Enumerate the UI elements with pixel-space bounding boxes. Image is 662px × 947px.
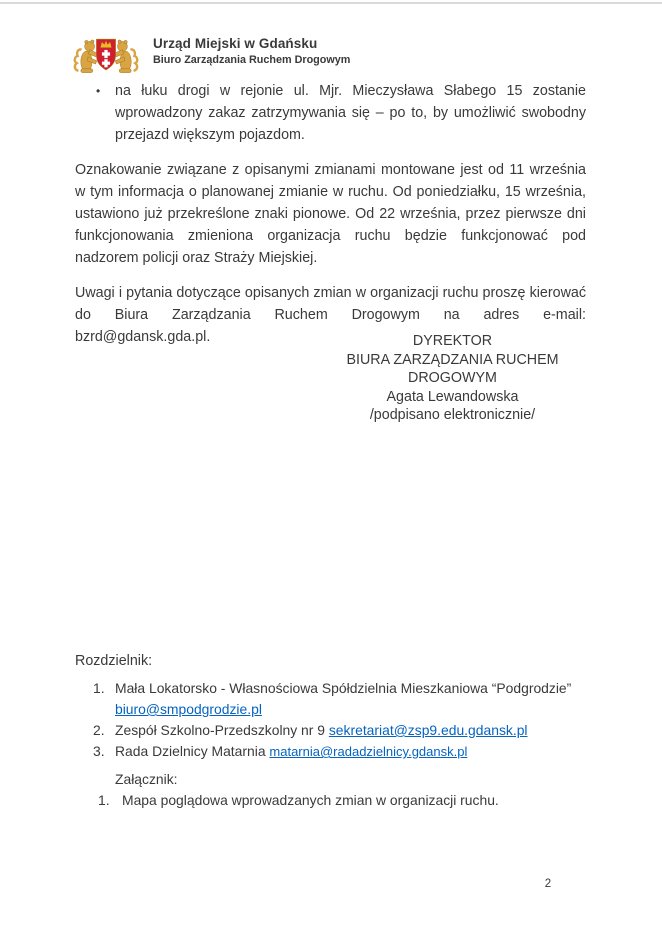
email-link-radadzielnicy[interactable]: matarnia@radadzielnicy.gdansk.pl xyxy=(269,744,468,759)
signature-electronic-note: /podpisano elektronicznie/ xyxy=(369,407,536,424)
email-link-smpodgrodzie[interactable]: biuro@smpodgrodzie.pl xyxy=(115,701,262,717)
paragraph-contact: Uwagi i pytania dotyczące opisanych zmian w organizacji ruchu proszę kierować do Biura Zarządzania Ruchem Drogowym na adres e-mail: bzrd@gdansk.gda.pl. xyxy=(75,285,586,345)
bullet-icon: • xyxy=(96,84,101,98)
signature-title-line1: DYREKTOR xyxy=(412,333,493,349)
attachment-section xyxy=(98,769,568,811)
paragraph-signage: Oznakowanie związane z opisanymi zmianami montowane jest od 11 września w tym informacja o planowanej zmianie w ruchu. Od poniedziałku, 15 września, ustawiono już przekreślone znaki pionowe. Od 22 września, przez pierwsze dni funkcjonowania zmieniona organizacja ruchu będzie funkcjonować pod nadzorem policji oraz Straży Miejskiej. xyxy=(75,162,586,266)
list-number: 2. xyxy=(93,722,105,738)
attachment-item-text: Mapa poglądowa wprowadzanych zmian w organizacji ruchu. xyxy=(122,792,499,808)
email-link-zsp9[interactable]: sekretariat@zsp9.edu.gdansk.pl xyxy=(328,722,528,738)
distribution-label: Rozdzielnik: xyxy=(75,653,153,669)
bullet-item-text: na łuku drogi w rejonie ul. Mjr. Mieczysława Słabego 15 zostanie wprowadzony zakaz zatrzymywania się – po to, by umożliwić swobodny przejazd większym pojazdom. xyxy=(115,83,586,143)
signature-name: Agata Lewandowska xyxy=(386,388,519,405)
department-name: Biuro Zarządzania Ruchem Drogowym xyxy=(153,54,351,66)
distribution-item xyxy=(93,720,585,741)
distribution-list xyxy=(93,678,585,762)
attachment-label: Załącznik: xyxy=(115,771,178,787)
signature-title-line2: BIURA ZARZĄDZANIA RUCHEM xyxy=(346,351,559,368)
attachment-item xyxy=(98,790,568,811)
distribution-item-content xyxy=(115,741,585,762)
page-number: 2 xyxy=(544,878,552,890)
distribution-item-text: Mała Lokatorsko - Własnościowa Spółdzielnia Mieszkaniowa “Podgrodzie” xyxy=(115,680,572,696)
list-number: 3. xyxy=(93,743,105,759)
distribution-item xyxy=(93,741,585,762)
distribution-item xyxy=(93,678,585,720)
page-top-divider xyxy=(0,2,662,4)
gdansk-coat-of-arms-icon xyxy=(72,32,140,76)
org-name: Urząd Miejski w Gdańsku xyxy=(153,36,318,51)
letterhead xyxy=(72,32,350,76)
distribution-item-content xyxy=(115,678,585,720)
distribution-item-content xyxy=(115,720,585,741)
letterhead-text xyxy=(153,32,350,66)
distribution-item-text: Zespół Szkolno-Przedszkolny nr 9 xyxy=(115,722,329,738)
list-number: 1. xyxy=(98,792,110,808)
list-number: 1. xyxy=(93,680,105,696)
signature-block xyxy=(330,332,575,425)
distribution-item-text: Rada Dzielnicy Matarnia xyxy=(115,743,270,759)
signature-title-line3: DROGOWYM xyxy=(408,370,497,387)
bullet-list-item xyxy=(96,80,586,146)
